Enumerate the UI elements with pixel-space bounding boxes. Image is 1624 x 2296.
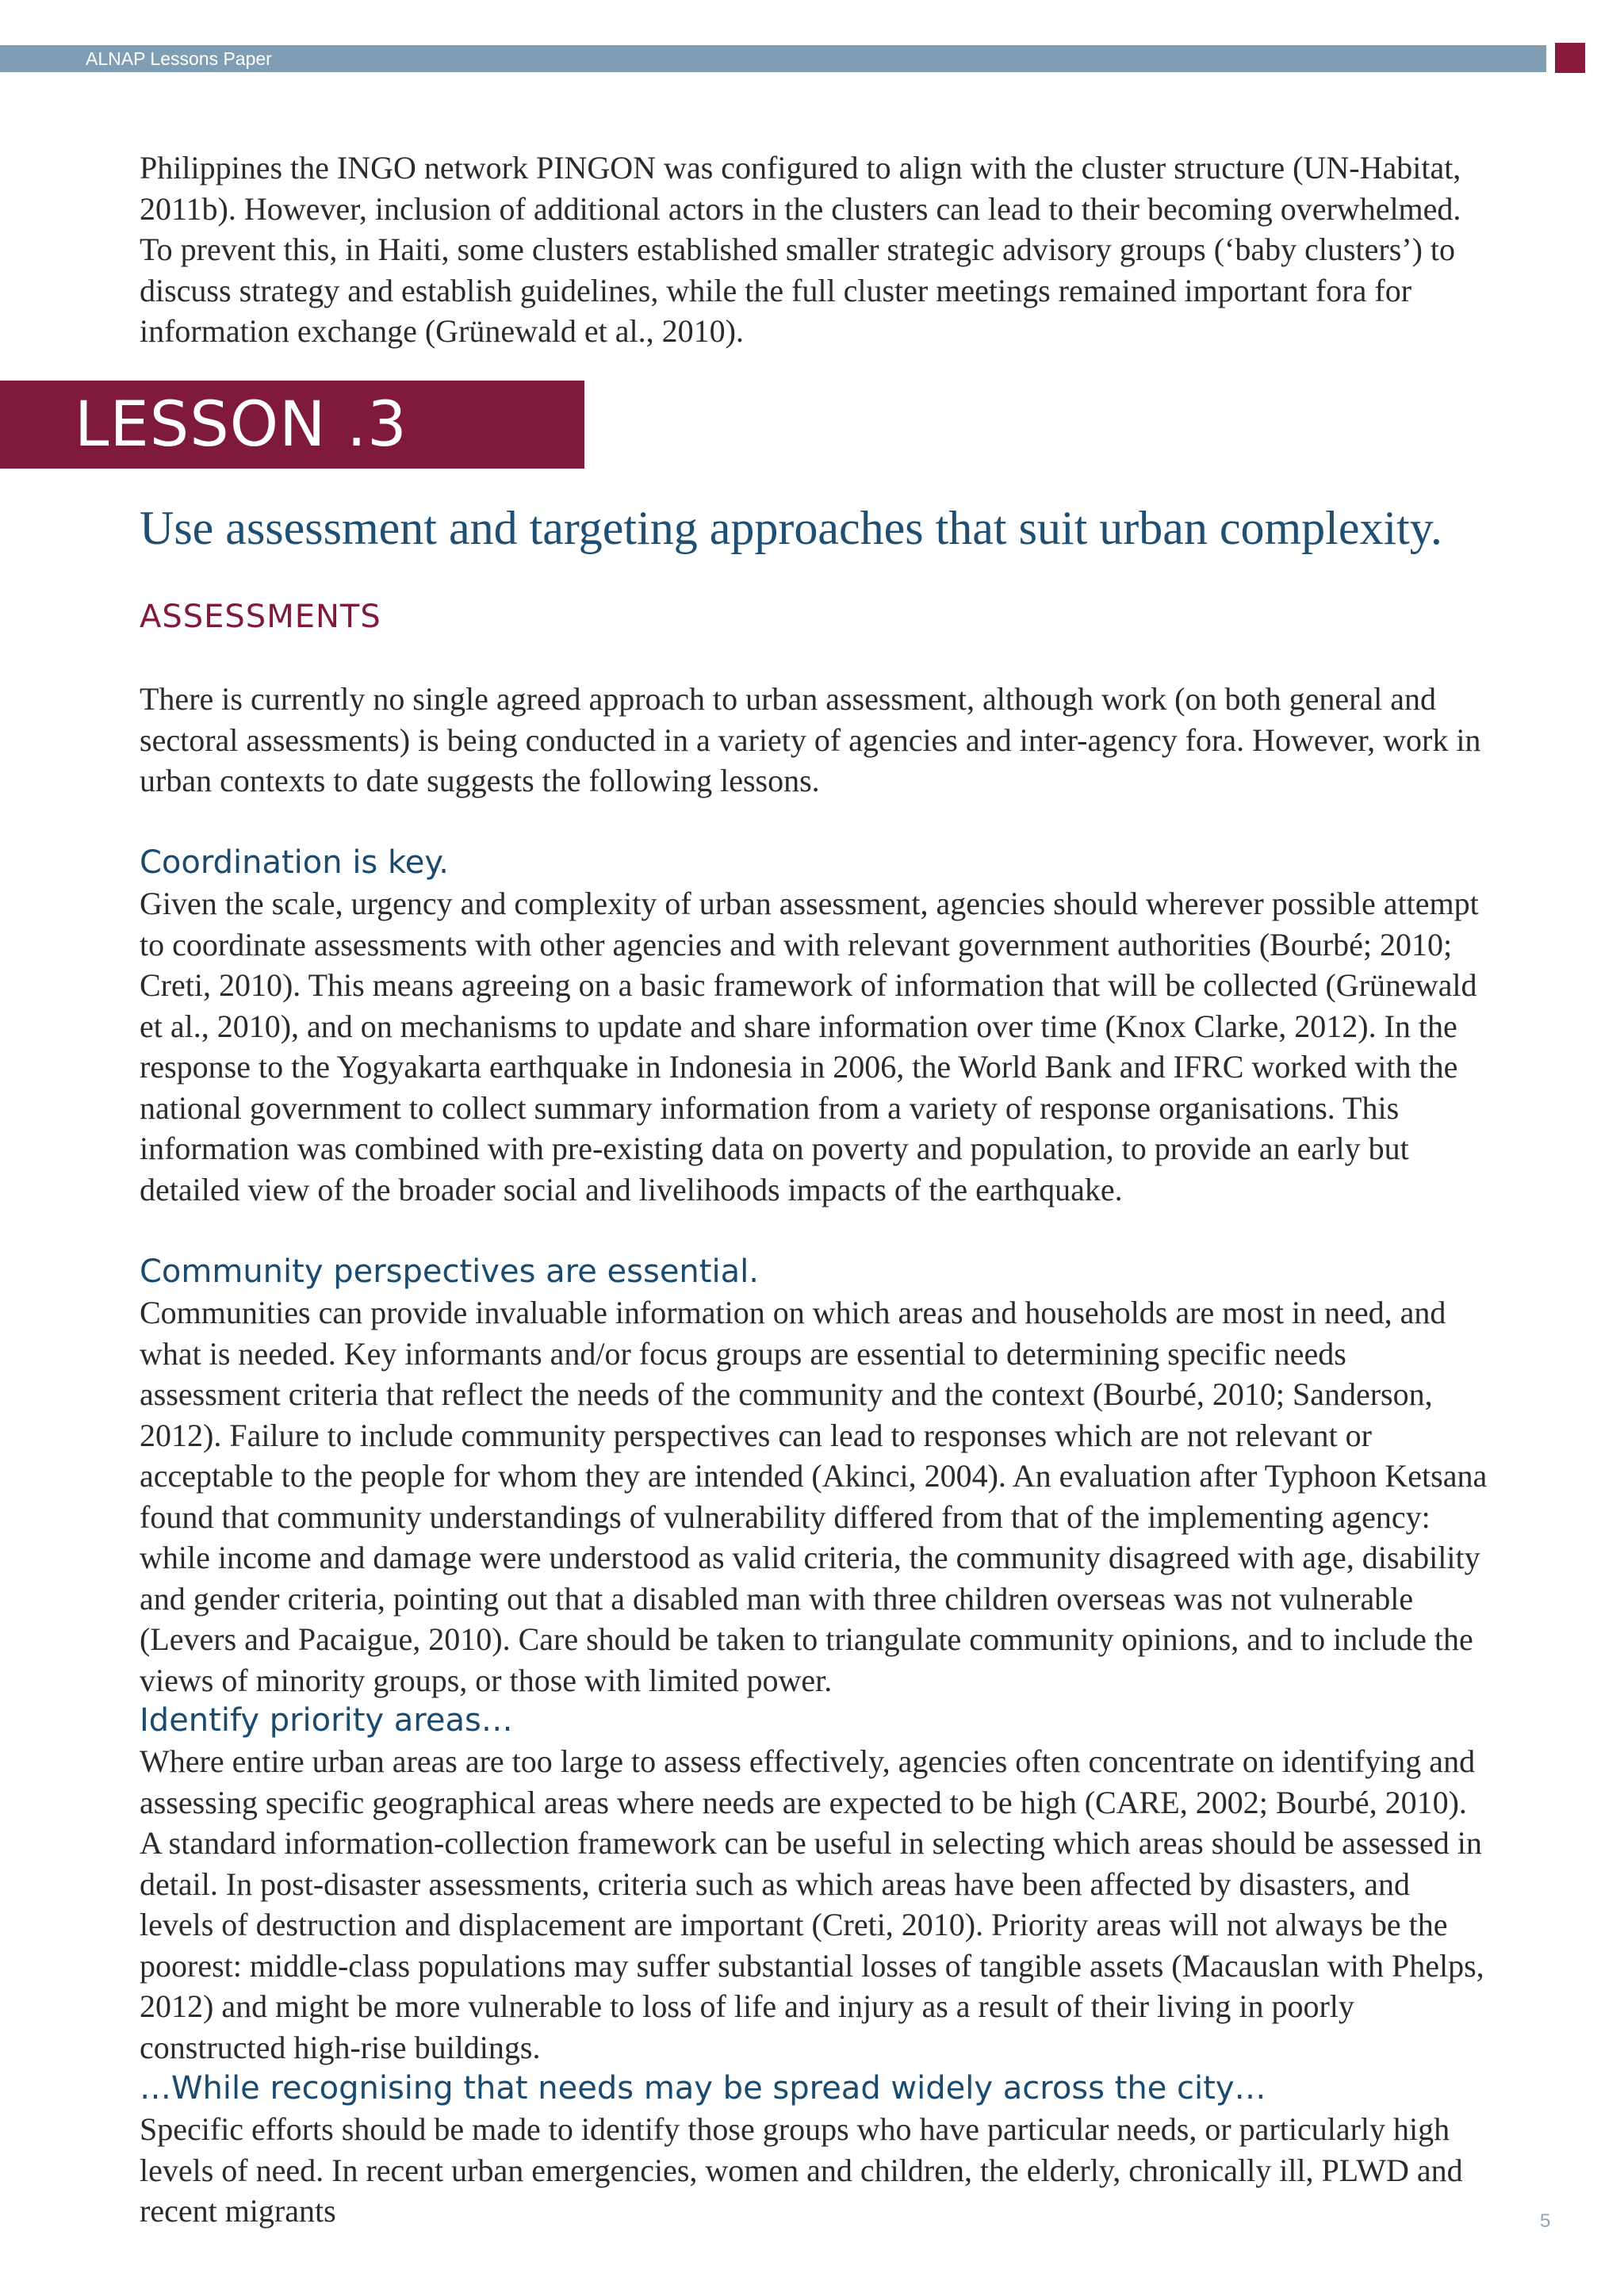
section-heading-assessments: ASSESSMENTS	[140, 599, 381, 635]
subsection-coordination	[140, 842, 1488, 1210]
subsection-heading: Identify priority areas…	[140, 1702, 513, 1739]
subsection-community-perspectives	[140, 1251, 1488, 1701]
intro-paragraph: Philippines the INGO network PINGON was configured to align with the cluster structure (UN-Habitat, 2011b). However, inclusion of additional actors in the clusters can lead to their becoming overwhelmed. To prevent this, in Haiti, some clusters established smaller strategic advisory groups (‘baby clusters’) to discuss strategy and establish guidelines, while the full cluster meetings remained important fora for information exchange (Grünewald et al., 2010).	[140, 150, 1461, 349]
running-header: ALNAP Lessons Paper	[86, 48, 272, 69]
subsection-text: Where entire urban areas are too large to assess effectively, agencies often concentrate on identifying and assessing specific geographical areas where needs are expected to be high (CARE, 2002; Bourbé, 2010). A standard information-collection framework can be useful in selecting which areas should be assessed in detail. In post-disaster assessments, criteria such as which areas have been affected by disasters, and levels of destruction and displacement are important (Creti, 2010). Priority areas will not always be the poorest: middle-class populations may suffer substantial losses of tangible assets (Macauslan with Phelps, 2012) and might be more vulnerable to loss of life and injury as a result of their living in poorly constructed high-rise buildings.	[140, 1743, 1484, 2065]
lesson-title: Use assessment and targeting approaches that suit urban complexity.	[140, 502, 1442, 554]
assessments-intro: There is currently no single agreed approach to urban assessment, although work (on both general and sectoral assessments) is being conducted in a variety of agencies and inter-agency fora. However, work in urban contexts to date suggests the following lessons.	[140, 681, 1481, 798]
subsection-text: Given the scale, urgency and complexity of urban assessment, agencies should wherever possible attempt to coordinate assessments with other agencies and with relevant government authorities (Bourbé; 2010; Creti, 2010). This means agreeing on a basic framework of information that will be collected (Grünewald et al., 2010), and on mechanisms to update and share information over time (Knox Clarke, 2012). In the response to the Yogyakarta earthquake in Indonesia in 2006, the World Bank and IFRC worked with the national government to collect summary information from a variety of response organisations. This information was combined with pre-existing data on poverty and population, to provide an early but detailed view of the broader social and livelihoods impacts of the earthquake.	[140, 886, 1479, 1207]
intro-block	[140, 147, 1488, 352]
subsection-needs-spread	[140, 2068, 1488, 2232]
lesson-label: LESSON .3	[75, 389, 408, 461]
subsection-priority-areas	[140, 1700, 1488, 2068]
header-accent-square	[1555, 43, 1585, 73]
subsection-text: Communities can provide invaluable information on which areas and households are most in need, and what is needed. Key informants and/or focus groups are essential to determining specific needs assessment criteria that reflect the needs of the community and the context (Bourbé, 2010; Sanderson, 2012). Failure to include community perspectives can lead to responses which are not relevant or acceptable to the people for whom they are intended (Akinci, 2004). An evaluation after Typhoon Ketsana found that community understandings of vulnerability differed from that of the implementing agency: while income and damage were understood as valid criteria, the community disagreed with age, disability and gender criteria, pointing out that a disabled man with three children overseas was not vulnerable (Levers and Pacaigue, 2010). Care should be taken to triangulate community opinions, and to include the views of minority groups, or those with limited power.	[140, 1295, 1488, 1698]
subsection-heading: Coordination is key.	[140, 844, 450, 881]
subsection-text: Specific efforts should be made to identify those groups who have particular needs, or particularly high levels of need. In recent urban emergencies, women and children, the elderly, chronically ill, PLWD and recent migrants	[140, 2111, 1463, 2229]
subsection-heading: …While recognising that needs may be spread widely across the city…	[140, 2070, 1266, 2107]
assessments-intro-block	[140, 679, 1488, 802]
subsection-heading: Community perspectives are essential.	[140, 1253, 759, 1290]
page-number: 5	[1540, 2210, 1551, 2232]
